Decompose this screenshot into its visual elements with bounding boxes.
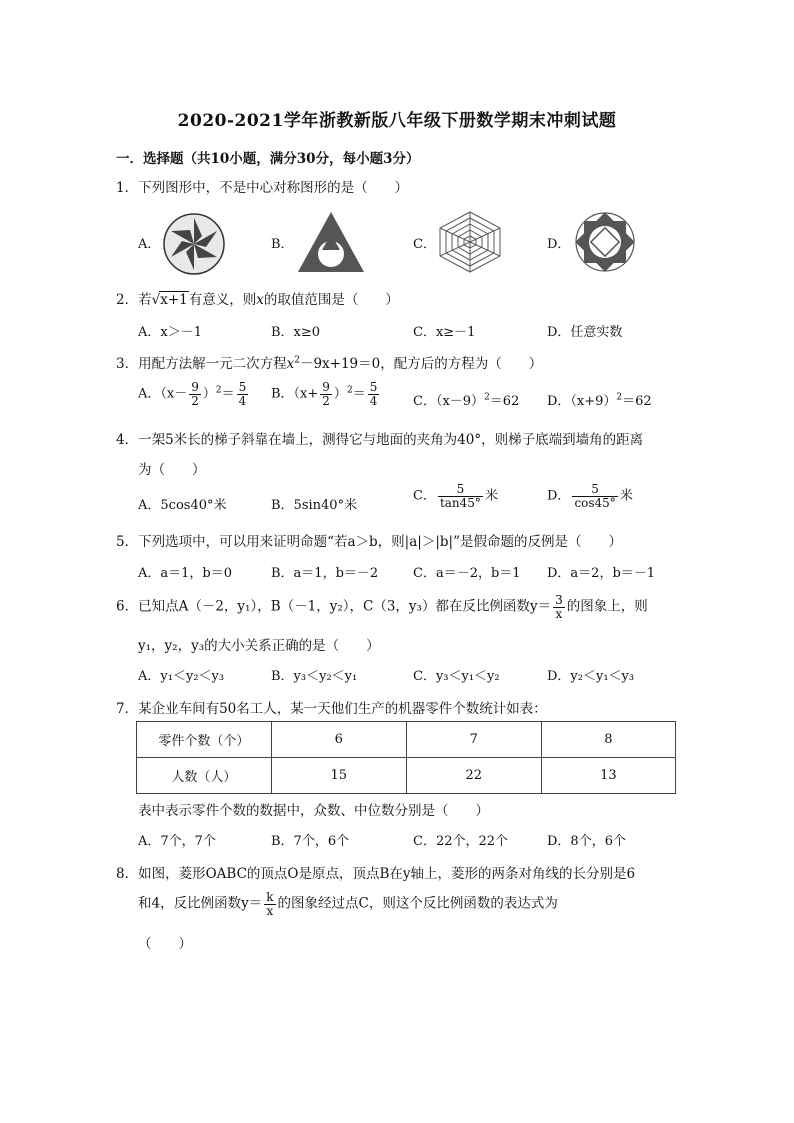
q4c-frac (438, 483, 483, 509)
pinwheel-circle-icon (162, 212, 226, 276)
q6-option-d: D．y₂＜y₁＜y₃ (547, 669, 635, 684)
q6-stem-a-text: 6．已知点A（－2，y₁），B（－1，y₂），C（3，y₃）都在反比例函数y＝ (116, 598, 552, 615)
q2-radicand: x+1 (160, 292, 188, 308)
q6-stem-b-text: 的图象上，则 (566, 598, 648, 615)
q3c-sup: 2 (484, 392, 490, 403)
table-row (137, 758, 676, 794)
q5-option-a: A．a＝1，b＝0 (138, 566, 233, 581)
q4d-post: 米 (619, 488, 633, 504)
q3-stem-b: －9x+19＝0，配方后的方程为（ ） (299, 356, 543, 372)
q5-stem: 5．下列选项中，可以用来证明命题“若a＞b，则|a|＞|b|”是假命题的反例是（ ） (116, 534, 622, 550)
table-cell: 15 (271, 758, 406, 794)
q3b-pre: B．（x+ (271, 386, 319, 402)
q4d-pre: D． (547, 488, 571, 504)
q8-stem-c: （ ） (138, 936, 192, 952)
q3b-sup: 2 (346, 385, 353, 396)
q1-stem: 1．下列图形中，不是中心对称图形的是（ ） (116, 180, 409, 196)
q7-option-d: D．8个，6个 (547, 834, 626, 849)
q2-stem-c: 的取值范围是（ ） (263, 292, 399, 308)
q4-option-d (547, 483, 633, 509)
q4d-den: cos45° (574, 495, 616, 510)
q1-option-a-label: A． (138, 237, 161, 252)
q3-stem-a: 3．用配方法解一元二次方程 (116, 356, 287, 372)
q3b-rnum: 5 (369, 380, 378, 394)
q6-stem-a (116, 594, 648, 620)
q3-option-c (413, 390, 519, 409)
q4c-den: tan45° (439, 495, 481, 510)
q3-stem (116, 352, 542, 372)
q4-option-a: A．5cos40°米 (138, 498, 227, 513)
q3a-den: 2 (191, 393, 199, 408)
q5-option-c: C．a＝－2，b＝1 (413, 566, 521, 581)
q3a-mid: ） (202, 386, 216, 402)
q8-num: k (266, 890, 274, 904)
q3b-den: 2 (322, 393, 330, 408)
q5-option-d: D．a＝2，b＝－1 (547, 566, 656, 581)
q1-option-b-label: B． (271, 237, 294, 252)
q3-option-d (547, 390, 652, 409)
q7-stem-b: 表中表示零件个数的数据中，众数、中位数分别是（ ） (138, 803, 489, 819)
section-heading: 一．选择题（共10小题，满分30分，每小题3分） (116, 151, 420, 167)
q4-option-c (413, 483, 498, 509)
q2-var: x (256, 292, 264, 308)
q2-stem-b: 有意义，则 (188, 292, 257, 308)
q3d-pre: D．（x+9） (547, 394, 617, 409)
q8-stem-b2: 的图象经过点C，则这个反比例函数的表达式为 (277, 895, 558, 912)
q3a-frac (189, 381, 201, 407)
q2-option-d: D．任意实数 (547, 325, 623, 340)
q3a-rfrac (237, 381, 249, 407)
q7-option-a: A．7个，7个 (138, 834, 216, 849)
q3a-pre: A．（x－ (138, 386, 188, 402)
q4c-post: 米 (484, 488, 498, 504)
q4c-num: 5 (438, 483, 483, 497)
q4d-frac (572, 483, 617, 509)
q3d-post: ＝62 (622, 394, 652, 409)
q8-stem-b (138, 891, 558, 917)
q2-option-c: C．x≥－1 (413, 325, 476, 340)
q7-stem: 7．某企业车间有50名工人，某一天他们生产的机器零件个数统计如表： (116, 701, 547, 717)
q4c-pre: C． (413, 488, 436, 504)
q2-option-a: A．x＞－1 (138, 325, 202, 340)
q7-option-c: C．22个，22个 (413, 834, 509, 849)
q6-frac (553, 594, 565, 620)
q3a-eq: ＝ (221, 386, 235, 402)
q3a-rden: 4 (238, 393, 247, 408)
q3b-eq: ＝ (352, 386, 366, 402)
q3a-sup: 2 (215, 385, 222, 396)
q8-stem-a: 8．如图，菱形OABC的顶点O是原点，顶点B在y轴上，菱形的两条对角线的长分别是6 (116, 866, 636, 882)
q3b-mid: ） (333, 386, 347, 402)
triangle-with-circle-icon (296, 210, 366, 274)
q6-num: 3 (555, 593, 563, 607)
q8-den: x (266, 903, 274, 918)
q4-stem-b: 为（ ） (138, 462, 206, 478)
q3a-rnum: 5 (238, 380, 247, 394)
q6-option-b: B．y₃＜y₂＜y₁ (271, 669, 358, 684)
q3b-num: 9 (322, 380, 330, 394)
q4-option-b: B．5sin40°米 (271, 498, 358, 513)
q3c-post: ＝62 (489, 394, 520, 409)
table-cell: 22 (406, 758, 541, 794)
octagram-in-circle-icon (570, 207, 640, 277)
q6-stem-c: y₁，y₂，y₃的大小关系正确的是（ ） (138, 638, 380, 654)
q6-option-a: A．y₁＜y₂＜y₃ (138, 669, 225, 684)
table-cell: 13 (541, 758, 675, 794)
q1-option-d-label: D． (547, 237, 571, 252)
page-title: 2020-2021学年浙教新版八年级下册数学期末冲刺试题 (177, 111, 617, 131)
q5-option-b: B．a＝1，b＝－2 (271, 566, 379, 581)
table-row (137, 722, 676, 758)
table-cell: 8 (541, 722, 675, 758)
table-cell: 人数（人） (137, 758, 272, 794)
q4d-num: 5 (572, 483, 617, 497)
q3d-sup: 2 (616, 392, 623, 403)
q3c-pre: C．（x－9） (413, 394, 485, 409)
q3-option-a (138, 381, 250, 407)
q3b-rden: 4 (369, 393, 378, 408)
q1-option-c-label: C． (413, 237, 436, 252)
q4-stem-a: 4．一架5米长的梯子斜靠在墙上，测得它与地面的夹角为40°，则梯子底端到墙角的距离 (116, 432, 644, 448)
q3b-rfrac (368, 381, 380, 407)
q3-eq-x: x (286, 356, 295, 372)
q2-option-b: B．x≥0 (271, 325, 321, 340)
q7-option-b: B．7个，6个 (271, 834, 350, 849)
q3b-frac (320, 381, 332, 407)
q6-den: x (555, 606, 563, 621)
q6-option-c: C．y₃＜y₁＜y₂ (413, 669, 500, 684)
q8-stem-b1: 和4，反比例函数y＝ (138, 895, 263, 912)
nested-hexagon-icon (436, 210, 504, 274)
radical-sign: √ (151, 292, 161, 308)
q7-data-table (136, 721, 676, 794)
q2-stem-a: 2．若 (116, 292, 152, 308)
q8-frac (264, 891, 275, 917)
q3-option-b (271, 381, 381, 407)
q2-stem (116, 288, 399, 308)
q3-eq-exponent: 2 (294, 355, 300, 366)
q3a-num: 9 (191, 380, 199, 394)
table-cell: 6 (271, 722, 406, 758)
table-cell: 零件个数（个） (137, 722, 272, 758)
table-cell: 7 (406, 722, 541, 758)
